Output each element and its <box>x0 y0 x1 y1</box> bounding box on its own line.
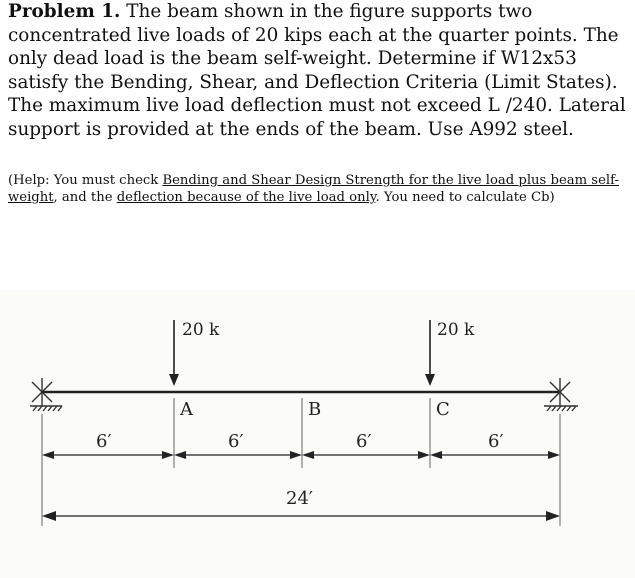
help-underline-2: deflection because of the live load only <box>116 190 376 205</box>
problem-statement <box>8 0 630 142</box>
total-span-label: 24′ <box>286 488 313 509</box>
right-support-icon <box>544 378 578 411</box>
total-arrowhead-left <box>42 511 56 521</box>
span-label-2: 6′ <box>228 431 244 452</box>
load-label-2: 20 k <box>437 320 475 340</box>
point-label-c: C <box>436 399 450 420</box>
help-part-2: , and the <box>53 190 117 205</box>
span-label-1: 6′ <box>96 431 112 452</box>
load-label-1: 20 k <box>182 320 220 340</box>
point-label-b: B <box>308 399 322 420</box>
help-note <box>8 172 628 206</box>
left-support-icon <box>30 378 62 411</box>
help-part-3: . You need to calculate Cb) <box>375 190 555 205</box>
span-label-3: 6′ <box>356 431 372 452</box>
load-arrow-icon <box>169 320 179 386</box>
load-arrow-icon <box>425 320 435 386</box>
beam-diagram <box>0 290 635 578</box>
problem-text: The beam shown in the figure supports two concentrated live loads of 20 kips each at the quarter points. The only dead load is the beam self-weight. Determine if W12x53 satisfy the Bending, Shear, and Deflection Criteria (Limit States). The maximum live load deflection must not exceed L /240. Lateral support is provided at the ends of the beam. Use A992 steel. <box>8 1 626 140</box>
total-arrowhead-right <box>546 511 560 521</box>
help-underline-1: Bending and Shear Design Strength for the live load plus beam self-weight <box>8 173 619 205</box>
point-label-a: A <box>180 399 193 420</box>
span-label-4: 6′ <box>488 431 504 452</box>
problem-label: Problem 1. <box>8 1 121 22</box>
help-part-1: (Help: You must check <box>8 173 163 188</box>
beam-figure <box>0 290 635 578</box>
